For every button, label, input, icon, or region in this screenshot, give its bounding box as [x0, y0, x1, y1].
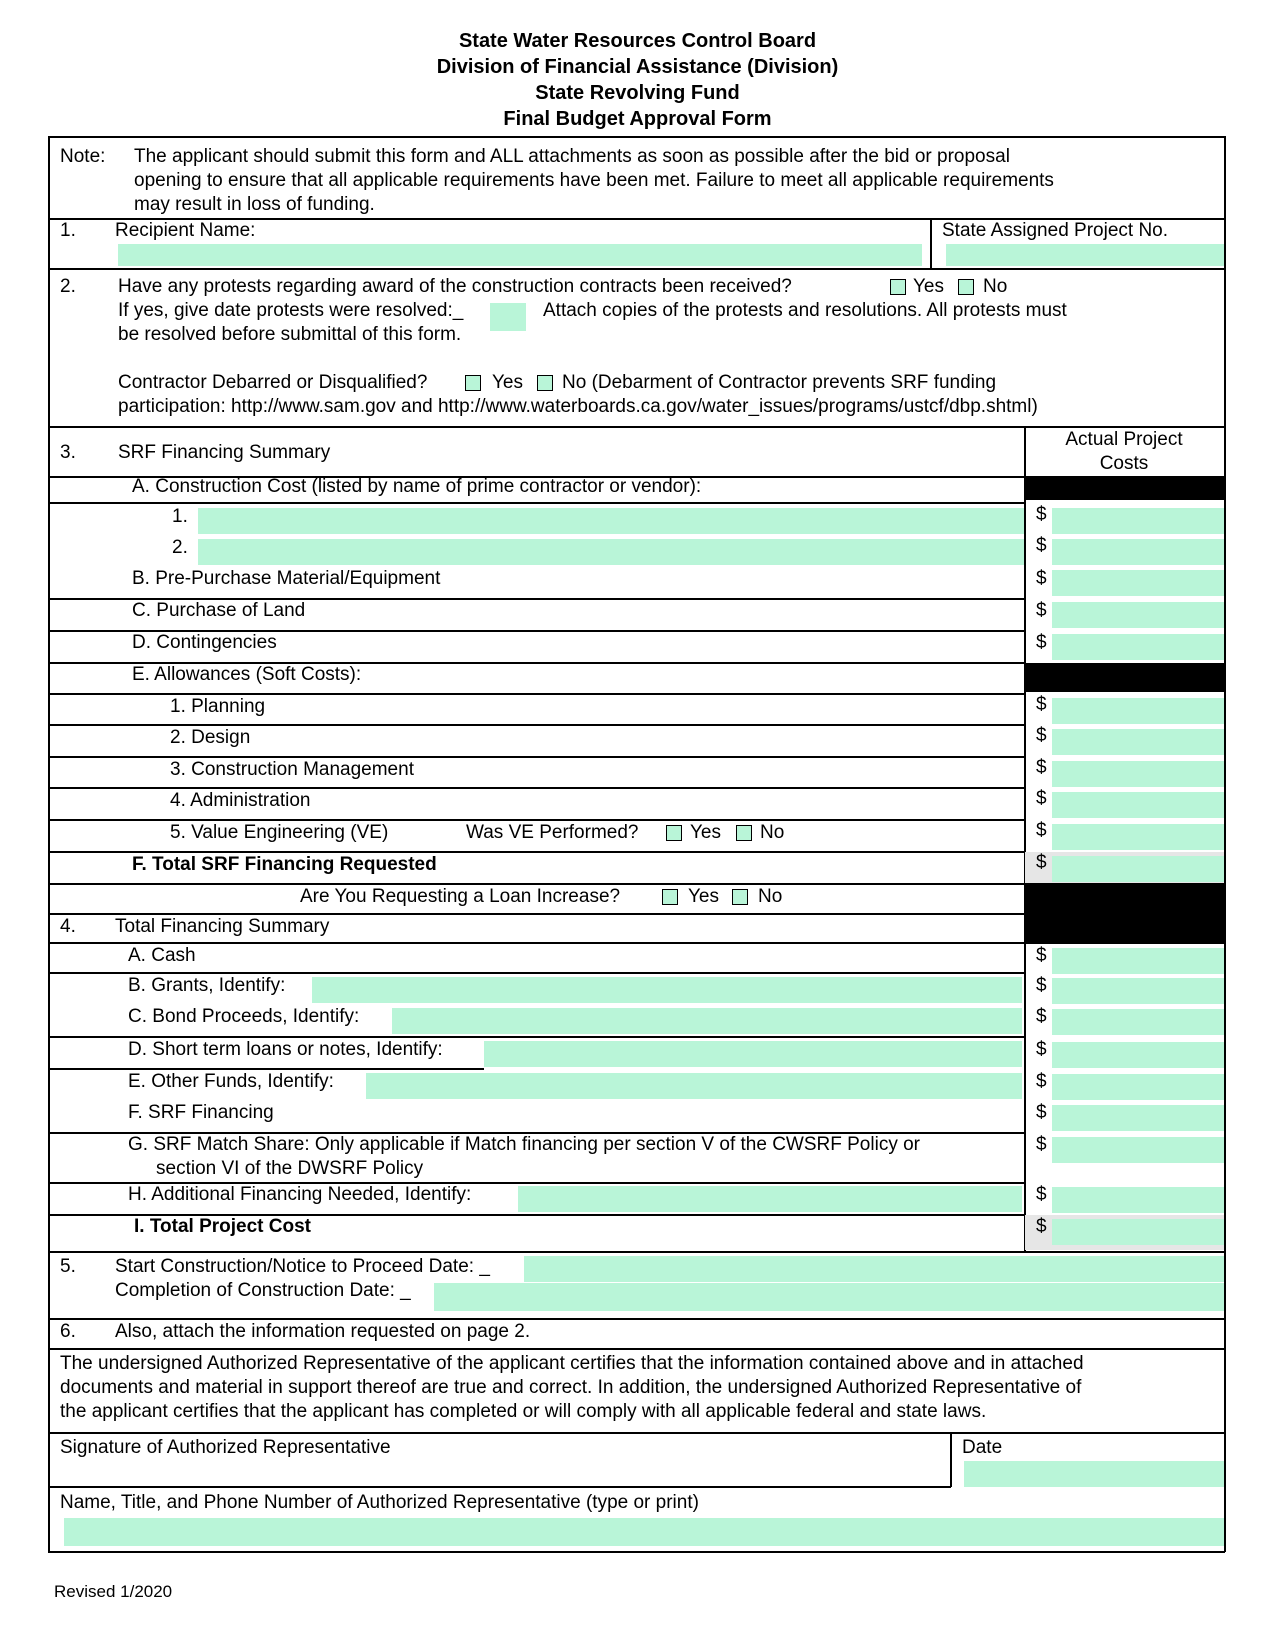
ve-yes-label: Yes	[690, 822, 721, 843]
construction-management-cost-input[interactable]	[1052, 761, 1224, 787]
date-label: Date	[962, 1437, 1003, 1458]
divider	[48, 268, 1225, 270]
ve-no-checkbox[interactable]	[736, 825, 752, 841]
attach-info-text: Also, attach the information requested on page 2.	[115, 1321, 531, 1342]
contingencies-cost-input[interactable]	[1052, 634, 1224, 660]
dollar-sign: $	[1036, 820, 1047, 841]
ve-no-label: No	[760, 822, 785, 843]
dollar-sign: $	[1036, 600, 1047, 621]
loan-increase-question: Are You Requesting a Loan Increase?	[300, 886, 621, 907]
divider	[48, 851, 1025, 853]
total-project-cost-input[interactable]	[1052, 1219, 1224, 1245]
grants-label: B. Grants, Identify:	[128, 975, 286, 996]
contractor-2-cost-input[interactable]	[1052, 539, 1224, 565]
section-6-number: 6.	[60, 1321, 76, 1342]
dollar-sign: $	[1036, 725, 1047, 746]
divider	[48, 787, 1025, 789]
dollar-sign: $	[1036, 1184, 1047, 1205]
dollar-sign: $	[1036, 975, 1047, 996]
frame-right	[1224, 136, 1226, 1552]
contractor-1-number: 1.	[172, 506, 188, 527]
shaded-cell	[1025, 663, 1224, 692]
pre-purchase-label: B. Pre-Purchase Material/Equipment	[132, 568, 441, 589]
note-line-1: The applicant should submit this form and ALL attachments as soon as possible after the bid or proposal	[134, 146, 1010, 167]
divider	[48, 1348, 1225, 1350]
total-srf-requested-label: F. Total SRF Financing Requested	[132, 854, 437, 875]
construction-cost-label: A. Construction Cost (listed by name of prime contractor or vendor):	[132, 476, 702, 497]
actual-costs-header-2: Costs	[1099, 453, 1149, 474]
dollar-sign: $	[1036, 852, 1047, 873]
grants-amount-input[interactable]	[1052, 978, 1224, 1004]
protests-resolved-text: be resolved before submittal of this form.	[118, 324, 462, 345]
srf-match-share-label-2: section VI of the DWSRF Policy	[156, 1158, 424, 1179]
srf-financing-label: F. SRF Financing	[128, 1102, 274, 1123]
dollar-sign: $	[1036, 535, 1047, 556]
project-no-label: State Assigned Project No.	[942, 220, 1169, 241]
divider	[48, 1486, 951, 1488]
completion-date-input[interactable]	[434, 1283, 1224, 1311]
additional-financing-amount-input[interactable]	[1052, 1187, 1224, 1213]
short-term-loans-amount-input[interactable]	[1052, 1042, 1224, 1068]
debarred-yes-label: Yes	[492, 372, 523, 393]
bond-proceeds-label: C. Bond Proceeds, Identify:	[128, 1006, 360, 1027]
note-line-2: opening to ensure that all applicable requirements have been met. Failure to meet all applicable requirements	[134, 170, 1054, 191]
bond-proceeds-identify-input[interactable]	[392, 1008, 1022, 1034]
design-label: 2. Design	[170, 727, 251, 748]
short-term-loans-label: D. Short term loans or notes, Identify:	[128, 1039, 443, 1060]
completion-date-label: Completion of Construction Date: _	[115, 1280, 411, 1301]
section-5-number: 5.	[60, 1256, 76, 1277]
divider	[950, 1432, 952, 1487]
certification-line-2: documents and material in support thereof are true and correct. In addition, the undersigned Authorized Representative of	[60, 1377, 1082, 1398]
debarred-question: Contractor Debarred or Disqualified?	[118, 372, 428, 393]
debarred-no-checkbox[interactable]	[537, 375, 553, 391]
divider	[48, 819, 1025, 821]
contingencies-label: D. Contingencies	[132, 632, 277, 653]
planning-label: 1. Planning	[170, 696, 266, 717]
srf-financing-amount-input[interactable]	[1052, 1105, 1224, 1131]
contractor-1-name-input[interactable]	[198, 508, 1024, 534]
certification-line-1: The undersigned Authorized Representative of the applicant certifies that the information contained above and in attached	[60, 1353, 1084, 1374]
value-engineering-cost-input[interactable]	[1052, 824, 1224, 850]
grants-identify-input[interactable]	[312, 977, 1022, 1003]
divider	[48, 1318, 1225, 1320]
section-4-title: Total Financing Summary	[115, 916, 330, 937]
design-cost-input[interactable]	[1052, 729, 1224, 755]
section-3-title: SRF Financing Summary	[118, 442, 331, 463]
shaded-cell	[1025, 477, 1224, 500]
section-2-number: 2.	[60, 276, 76, 297]
dollar-sign: $	[1036, 632, 1047, 653]
protests-yes-label: Yes	[913, 276, 944, 297]
divider	[930, 218, 932, 268]
allowances-label: E. Allowances (Soft Costs):	[132, 664, 362, 685]
contractor-1-cost-input[interactable]	[1052, 508, 1224, 534]
other-funds-identify-input[interactable]	[366, 1073, 1022, 1099]
srf-match-share-amount-input[interactable]	[1052, 1137, 1224, 1163]
dollar-sign: $	[1036, 1102, 1047, 1123]
divider	[48, 502, 1025, 504]
protests-date-input[interactable]	[490, 303, 526, 331]
cash-amount-input[interactable]	[1052, 948, 1224, 974]
additional-financing-label: H. Additional Financing Needed, Identify:	[128, 1184, 472, 1205]
header-line-2: Division of Financial Assistance (Division)	[436, 56, 839, 78]
cost-column-divider	[1024, 426, 1026, 1251]
project-no-input[interactable]	[946, 244, 1224, 266]
dollar-sign: $	[1036, 1071, 1047, 1092]
loan-increase-yes-checkbox[interactable]	[662, 889, 678, 905]
administration-cost-input[interactable]	[1052, 792, 1224, 818]
divider	[48, 426, 1225, 428]
start-construction-date-input[interactable]	[524, 1256, 1224, 1282]
divider	[48, 1036, 1025, 1038]
dollar-sign: $	[1036, 1006, 1047, 1027]
protests-no-checkbox[interactable]	[958, 279, 974, 295]
section-3-number: 3.	[60, 442, 76, 463]
administration-label: 4. Administration	[170, 790, 311, 811]
divider	[48, 756, 1025, 758]
divider	[48, 1068, 484, 1070]
ve-yes-checkbox[interactable]	[666, 825, 682, 841]
protests-no-label: No	[983, 276, 1008, 297]
debarment-links: participation: http://www.sam.gov and http://www.waterboards.ca.gov/water_issues/programs/ustcf/dbp.shtml)	[118, 396, 1038, 417]
debarred-yes-checkbox[interactable]	[465, 375, 481, 391]
section-1-number: 1.	[60, 220, 76, 241]
note-label: Note:	[60, 146, 106, 167]
bond-proceeds-amount-input[interactable]	[1052, 1009, 1224, 1035]
shaded-cell	[1025, 914, 1224, 942]
loan-increase-no-label: No	[758, 886, 783, 907]
loan-increase-yes-label: Yes	[688, 886, 719, 907]
divider	[48, 1251, 1225, 1253]
short-term-loans-identify-input[interactable]	[484, 1041, 1022, 1067]
ve-performed-question: Was VE Performed?	[466, 822, 639, 843]
start-construction-label: Start Construction/Notice to Proceed Date: _	[115, 1256, 490, 1277]
purchase-land-cost-input[interactable]	[1052, 602, 1224, 628]
dollar-sign: $	[1036, 788, 1047, 809]
header-line-3: State Revolving Fund	[535, 82, 740, 104]
protests-attach-text: Attach copies of the protests and resolutions. All protests must	[543, 300, 1067, 321]
signature-label: Signature of Authorized Representative	[60, 1437, 391, 1458]
recipient-name-input[interactable]	[118, 244, 922, 266]
divider	[48, 942, 1225, 944]
dollar-sign: $	[1036, 694, 1047, 715]
frame-bottom	[48, 1551, 1225, 1553]
debarred-no-label: No (Debarment of Contractor prevents SRF funding	[562, 372, 997, 393]
cash-label: A. Cash	[128, 945, 196, 966]
name-title-phone-label: Name, Title, and Phone Number of Authorized Representative (type or print)	[60, 1492, 699, 1513]
contractor-2-name-input[interactable]	[198, 539, 1024, 565]
frame-left	[48, 136, 50, 1552]
frame-top	[48, 136, 1225, 138]
revised-date: Revised 1/2020	[54, 1582, 173, 1601]
other-funds-label: E. Other Funds, Identify:	[128, 1071, 334, 1092]
pre-purchase-cost-input[interactable]	[1052, 570, 1224, 596]
protests-date-label: If yes, give date protests were resolved:_	[118, 300, 464, 321]
divider	[48, 693, 1025, 695]
divider	[48, 1432, 1225, 1434]
recipient-name-label: Recipient Name:	[115, 220, 256, 241]
dollar-sign: $	[1036, 1216, 1047, 1237]
form-title: Final Budget Approval Form	[503, 108, 772, 130]
srf-match-share-label: G. SRF Match Share: Only applicable if Match financing per section V of the CWSRF Policy or	[128, 1134, 920, 1155]
construction-management-label: 3. Construction Management	[170, 759, 414, 780]
purchase-land-label: C. Purchase of Land	[132, 600, 306, 621]
loan-increase-no-checkbox[interactable]	[732, 889, 748, 905]
certification-line-3: the applicant certifies that the applicant has completed or will comply with all applicable federal and state laws.	[60, 1401, 987, 1422]
dollar-sign: $	[1036, 1039, 1047, 1060]
value-engineering-label: 5. Value Engineering (VE)	[170, 822, 389, 843]
name-title-phone-input[interactable]	[64, 1518, 1224, 1546]
note-line-3: may result in loss of funding.	[134, 194, 375, 215]
signature-date-input[interactable]	[964, 1461, 1224, 1487]
other-funds-amount-input[interactable]	[1052, 1074, 1224, 1100]
contractor-2-number: 2.	[172, 537, 188, 558]
dollar-sign: $	[1036, 945, 1047, 966]
actual-costs-header-1: Actual Project	[1065, 429, 1183, 450]
dollar-sign: $	[1036, 757, 1047, 778]
protests-question: Have any protests regarding award of the construction contracts been received?	[118, 276, 792, 297]
section-4-number: 4.	[60, 916, 76, 937]
total-project-cost-label: I. Total Project Cost	[134, 1216, 312, 1237]
protests-yes-checkbox[interactable]	[890, 279, 906, 295]
additional-financing-identify-input[interactable]	[518, 1186, 1022, 1212]
total-srf-requested-input[interactable]	[1052, 856, 1224, 882]
divider	[48, 972, 1025, 974]
dollar-sign: $	[1036, 568, 1047, 589]
divider	[48, 724, 1025, 726]
shaded-cell	[1025, 884, 1224, 913]
header-line-1: State Water Resources Control Board	[458, 30, 817, 52]
dollar-sign: $	[1036, 504, 1047, 525]
dollar-sign: $	[1036, 1134, 1047, 1155]
planning-cost-input[interactable]	[1052, 698, 1224, 724]
